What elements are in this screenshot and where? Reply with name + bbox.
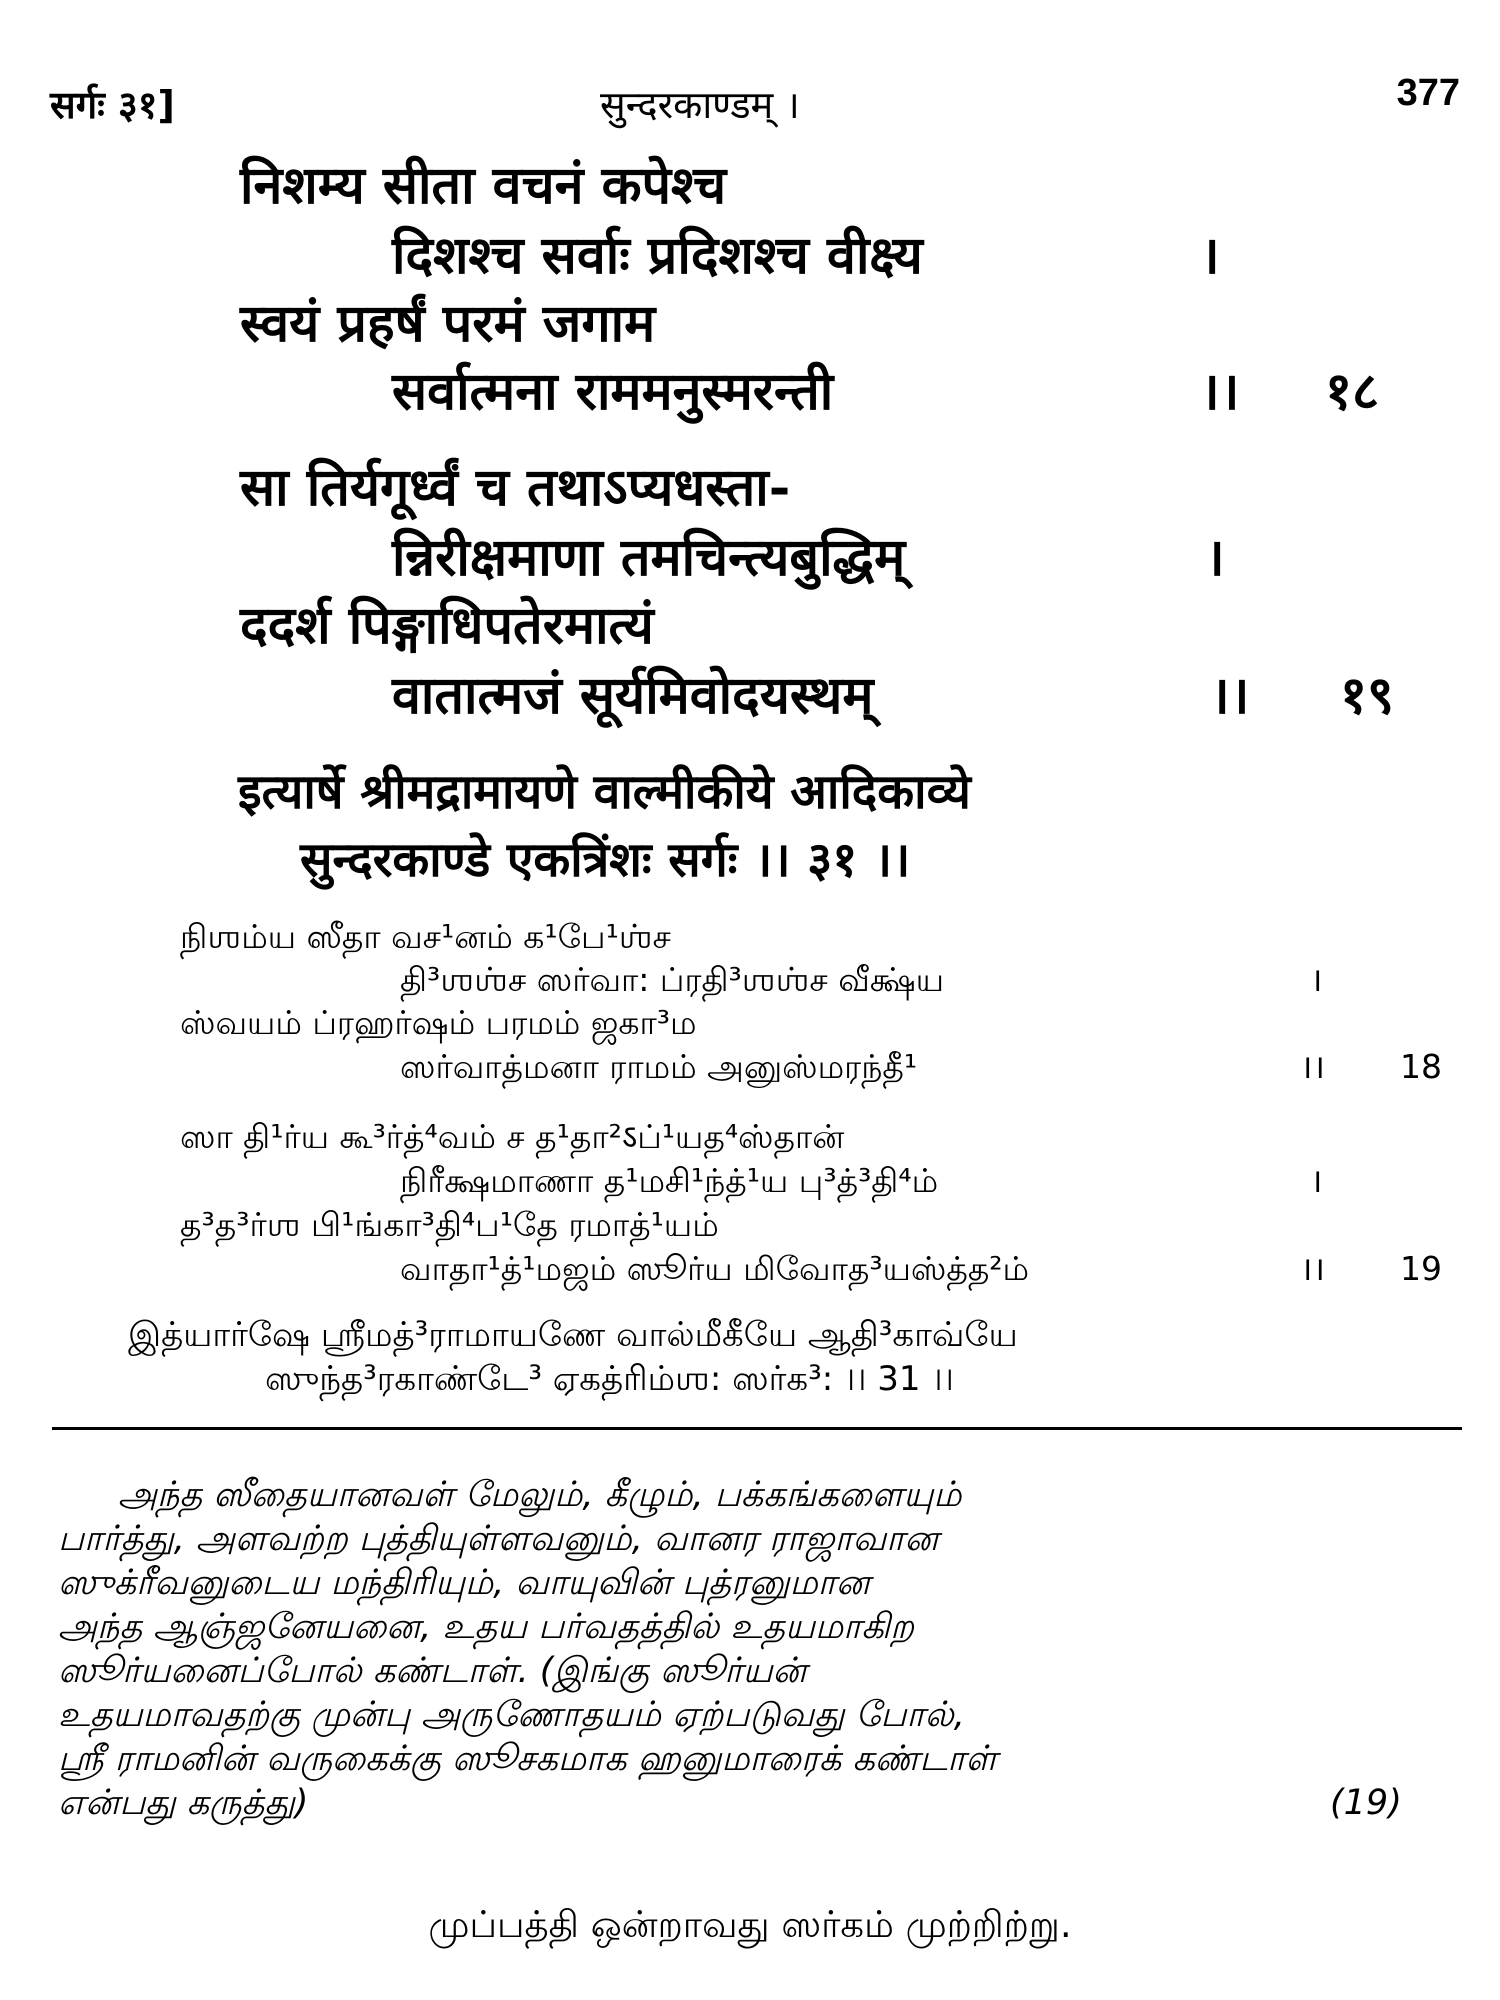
- sanskrit-verse-19-line-3: ददर्श पिङ्गाधिपतेरमात्यं: [240, 595, 654, 656]
- sarga-closing-note: முப்பத்தி ஒன்றாவது ஸர்கம் முற்றிற்று.: [428, 1903, 1072, 1946]
- sanskrit-verse-18-line-2: दिशश्च सर्वाः प्रदिशश्च वीक्ष्य: [392, 225, 923, 286]
- tamil-verse-18-line-4: ஸர்வாத்மனா ராமம் அனுஸ்மரந்தீ¹: [400, 1047, 918, 1086]
- tamil-verse-18-line-2: தி³ஶஶ்ச ஸர்வா: ப்ரதி³ஶஶ்ச வீக்ஷ்ய: [400, 960, 945, 999]
- explanation-line-6: உதயமாவதற்கு முன்பு அருணோதயம் ஏற்படுவது போல்,: [58, 1695, 965, 1735]
- tamil-verse-19-number: 19: [1400, 1249, 1442, 1288]
- sanskrit-verse-19-line-4: वातात्मजं सूर्यमिवोदयस्थम्: [392, 665, 874, 726]
- tamil-verse-18-line-1: நிஶம்ய ஸீதா வச¹னம் க¹பே¹ஶ்ச: [180, 917, 671, 956]
- sanskrit-verse-18-line-4: सर्वात्मना राममनुस्मरन्ती: [392, 361, 834, 422]
- tamil-colophon-line-1: இத்யார்ஷே ஶ்ரீமத்³ராமாயணே வால்மீகீயே ஆதி³காவ்யே: [128, 1315, 1018, 1355]
- sanskrit-verse-19-number: १९: [1340, 665, 1395, 726]
- header-sarga-number: सर्गः ३१]: [50, 83, 175, 127]
- sanskrit-verse-19-half-mark: ।: [1205, 527, 1225, 588]
- tamil-verse-18-half-mark: ।: [1310, 960, 1323, 999]
- explanation-line-5: ஸூர்யனைப்போல் கண்டாள். (இங்கு ஸூர்யன்: [58, 1651, 807, 1691]
- explanation-line-3: ஸுக்ரீவனுடைய மந்திரியும், வாயுவின் புத்ரனுமான: [58, 1563, 870, 1603]
- section-divider: [52, 1427, 1462, 1430]
- tamil-verse-19-line-1: ஸா தி¹ர்ய கூ³ர்த்⁴வம் ச த¹தா²ऽப்¹யத⁴ஸ்தான்: [180, 1117, 845, 1156]
- page-number: 377: [1396, 72, 1460, 114]
- tamil-verse-18-line-3: ஸ்வயம் ப்ரஹர்ஷம் பரமம் ஜகா³ம: [180, 1003, 697, 1042]
- tamil-verse-18-end-mark: ।।: [1300, 1047, 1326, 1086]
- sanskrit-colophon-line-1: इत्यार्षे श्रीमद्रामायणे वाल्मीकीये आदिकाव्ये: [238, 764, 971, 820]
- explanation-line-8: என்பது கருத்து): [58, 1783, 309, 1823]
- sanskrit-verse-18-half-mark: ।: [1200, 225, 1220, 286]
- tamil-verse-19-end-mark: ।।: [1300, 1249, 1326, 1288]
- explanation-verse-ref: (19): [1330, 1783, 1402, 1823]
- sanskrit-verse-18-line-1: निशम्य सीता वचनं कपेश्च: [240, 155, 727, 216]
- sanskrit-verse-18-end-mark: ।।: [1200, 361, 1240, 422]
- explanation-line-7: ஸ்ரீ ராமனின் வருகைக்கு ஸூசகமாக ஹனுமாரைக் கண்டாள்: [58, 1739, 998, 1779]
- sanskrit-verse-19-line-1: सा तिर्यगूर्ध्वं च तथाऽप्यधस्ता-: [240, 457, 791, 518]
- tamil-verse-19-half-mark: ।: [1310, 1161, 1323, 1200]
- sanskrit-verse-19-end-mark: ।।: [1210, 665, 1250, 726]
- sanskrit-verse-19-line-2: न्निरीक्षमाणा तमचिन्त्यबुद्धिम्: [392, 527, 906, 588]
- explanation-line-4: அந்த ஆஞ்ஜனேயனை, உதய பர்வதத்தில் உதயமாகிற: [58, 1607, 914, 1647]
- tamil-verse-19-line-4: வாதா¹த்¹மஜம் ஸூர்ய மிவோத³யஸ்த்த²ம்: [400, 1249, 1030, 1288]
- tamil-verse-19-line-2: நிரீக்ஷமாணா த¹மசி¹ந்த்¹ய பு³த்³தி⁴ம்: [400, 1161, 939, 1200]
- explanation-line-1: அந்த ஸீதையானவள் மேலும், கீழும், பக்கங்களையும்: [118, 1475, 962, 1515]
- tamil-verse-19-line-3: த³த³ர்ஶ பி¹ங்கா³தி⁴ப¹தே ரமாத்¹யம்: [180, 1205, 719, 1244]
- sanskrit-verse-18-line-3: स्वयं प्रहर्षं परमं जगाम: [240, 293, 656, 354]
- tamil-verse-18-number: 18: [1400, 1047, 1442, 1086]
- tamil-colophon-line-2: ஸுந்த³ரகாண்டே³ ஏகத்ரிம்ஶ: ஸர்க³: ।। 31 ।।: [265, 1359, 954, 1399]
- header-kanda-title: सुन्दरकाण्डम् ।: [600, 83, 800, 127]
- explanation-line-2: பார்த்து, அளவற்ற புத்தியுள்ளவனும், வானர ராஜாவான: [58, 1519, 939, 1559]
- sanskrit-verse-18-number: १८: [1325, 361, 1380, 422]
- sanskrit-colophon-line-2: सुन्दरकाण्डे एकत्रिंशः सर्गः ।। ३१ ।।: [300, 832, 911, 888]
